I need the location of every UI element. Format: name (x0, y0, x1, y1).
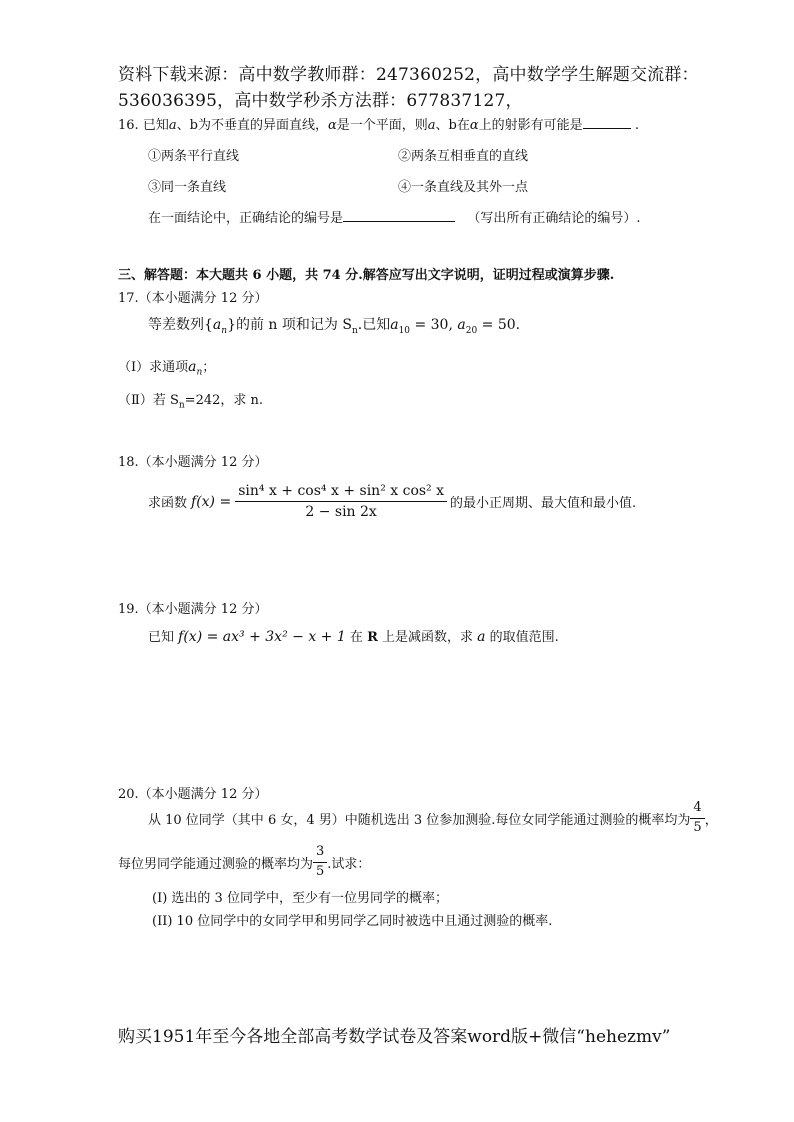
q20-fraction-male: $\frac{3}{5}$ (313, 845, 327, 880)
q20-part-2: (II) 10 位同学中的女同学甲和男同学乙同时被选中且通过测验的概率. (152, 914, 553, 929)
q16-option-4: ④一条直线及其外一点 (398, 180, 529, 195)
q16-option-3: ③同一条直线 (148, 180, 227, 195)
q16-stem: 16. 已知a、b为不垂直的异面直线，α是一个平面，则a、b在α上的射影有可能是 . (118, 118, 639, 133)
q19-stem: 已知 f(x) = ax³ + 3x² − x + 1 在 R 上是减函数，求 a 的取值范围. (148, 629, 559, 645)
q17-stem: 等差数列$\{a_n\}$的前 n 项和记为 $S_n$.已知$a_{10} = 30$, $a_{20} = 50$. (148, 317, 521, 336)
q18-denominator: 2 − sin 2x (305, 504, 377, 521)
q20-line-2: 每位男同学能通过测验的概率均为 $\frac{3}{5}$ .试求： (118, 844, 371, 879)
q17-part-1: （Ⅰ）求通项$a_n$； (118, 359, 216, 378)
q16-conclusion-blank (343, 209, 455, 222)
q20-part-1: (I) 选出的 3 位同学中，至少有一位男同学的概率； (152, 891, 448, 906)
q17-header: 17.（本小题满分 12 分） (118, 291, 268, 306)
q17-part-2: （Ⅱ）若 $S_n=242$，求 n. (118, 393, 264, 411)
header-line-1: 资料下载来源：高中数学教师群：247360252，高中数学学生解题交流群： (118, 65, 699, 85)
q18-numerator: sin⁴ x + cos⁴ x + sin² x cos² x (235, 483, 447, 502)
q19-function: f(x) = ax³ + 3x² − x + 1 (178, 629, 346, 645)
q16-conclusion: 在一面结论中，正确结论的编号是 （写出所有正确结论的编号）. (148, 211, 641, 226)
footer-ad: 购买1951年至今各地全部高考数学试卷及答案word版+微信“hehezmv” (118, 1027, 671, 1047)
q18-header: 18.（本小题满分 12 分） (118, 455, 268, 470)
q18-stem: 求函数 f(x) = $\frac{\text{sin⁴ x + cos⁴ x + sin² x cos² x}}{2 - \sin 2x}$ 的最小正周期、最大值和最小值. (148, 483, 637, 521)
section-3-title: 三、解答题：本大题共 6 小题，共 74 分.解答应写出文字说明，证明过程或演算步骤. (118, 268, 615, 283)
q16-option-2: ②两条互相垂直的直线 (398, 149, 529, 164)
q20-line-1: 从 10 位同学（其中 6 女，4 男）中随机选出 3 位参加测验.每位女同学能通过测验的概率均为 $\frac{4}{5}$ ， (148, 800, 718, 835)
q16-answer-blank (583, 116, 631, 129)
q16-option-1: ①两条平行直线 (148, 149, 240, 164)
q19-header: 19.（本小题满分 12 分） (118, 602, 268, 617)
q20-fraction-female: $\frac{4}{5}$ (690, 801, 704, 836)
q16-number: 16. (118, 118, 139, 133)
q18-fraction (235, 483, 447, 520)
q20-header: 20.（本小题满分 12 分） (118, 787, 268, 802)
header-line-2: 536036395，高中数学秒杀方法群：677837127， (118, 91, 523, 111)
